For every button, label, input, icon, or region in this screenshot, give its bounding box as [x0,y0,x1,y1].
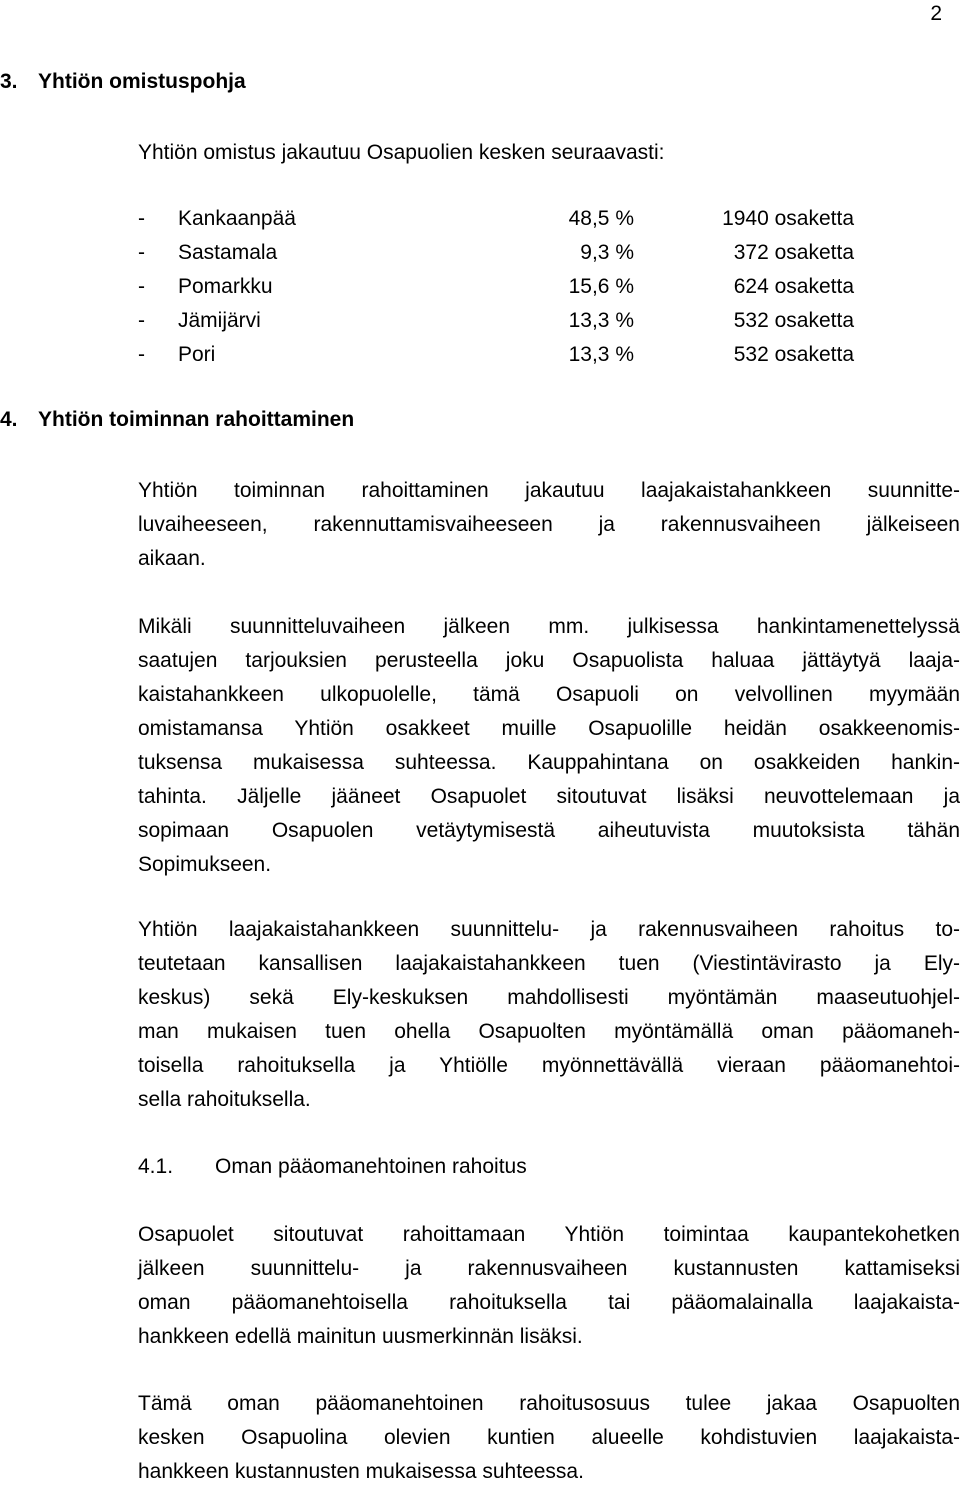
text-line: hankkeen edellä mainitun uusmerkinnän lisäksi. [138,1325,583,1348]
section-4-paragraph-3 [138,913,960,1117]
owner-name: Pomarkku [178,275,273,298]
owner-percent: 9,3 % [580,241,634,264]
owner-percent: 13,3 % [568,309,634,332]
section-4-paragraph-2 [138,610,960,882]
section-4-number: 4. [0,408,18,431]
text-line: Tämä oman pääomanehtoinen rahoitusosuus tulee jakaa Osapuolten [138,1392,960,1415]
ownership-intro: Yhtiön omistus jakautuu Osapuolien kesken seuraavasti: [138,141,665,164]
owner-name: Kankaanpää [178,207,296,230]
section-4-1-title: Oman pääomanehtoinen rahoitus [215,1155,527,1178]
text-line: kaistahankkeen ulkopuolelle, tämä Osapuoli on velvollinen myymään [138,683,960,706]
section-4-paragraph-1 [138,474,960,576]
owner-name: Jämijärvi [178,309,261,332]
owner-shares: 372 osaketta [733,241,854,264]
owner-name: Pori [178,343,216,366]
text-line: kesken Osapuolina olevien kuntien alueelle kohdistuvien laajakaista- [138,1426,960,1449]
page-number: 2 [930,2,942,25]
text-line: tuksensa mukaisessa suhteessa. Kauppahintana on osakkeiden hankin- [138,751,960,774]
owner-row-pomarkku [138,270,854,304]
text-line: saatujen tarjouksien perusteella joku Osapuolista haluaa jättäytyä laaja- [138,649,960,672]
text-line: sopimaan Osapuolen vetäytymisestä aiheutuvista muutoksista tähän [138,819,960,842]
section-3-title: Yhtiön omistuspohja [38,70,246,93]
list-dash: - [138,207,145,230]
text-line: toisella rahoituksella ja Yhtiölle myönnettävällä vieraan pääomanehtoi- [138,1054,960,1077]
owner-percent: 13,3 % [568,343,634,366]
section-4-heading [0,408,960,438]
owner-row-kankaanpaa [138,202,854,236]
text-line: Sopimukseen. [138,853,272,876]
text-line: tahinta. Jäljelle jääneet Osapuolet sitoutuvat lisäksi neuvottelemaan ja [138,785,960,808]
section-4-1-paragraph-1 [138,1218,960,1354]
list-dash: - [138,309,145,332]
owner-shares: 1940 osaketta [722,207,854,230]
section-4-title: Yhtiön toiminnan rahoittaminen [38,408,355,431]
text-line: aikaan. [138,547,206,570]
text-line: hankkeen kustannusten mukaisessa suhteessa. [138,1460,584,1483]
section-4-1-paragraph-2 [138,1387,960,1489]
list-dash: - [138,343,145,366]
owner-percent: 15,6 % [568,275,634,298]
owner-name: Sastamala [178,241,278,264]
text-line: teutetaan kansallisen laajakaistahankkeen tuen (Viestintävirasto ja Ely- [138,952,960,975]
owner-row-sastamala [138,236,854,270]
text-line: Yhtiön laajakaistahankkeen suunnittelu- ja rakennusvaiheen rahoitus to- [138,918,960,941]
text-line: Mikäli suunnitteluvaiheen jälkeen mm. julkisessa hankintamenettelyssä [138,615,960,638]
text-line: jälkeen suunnittelu- ja rakennusvaiheen kustannusten kattamiseksi [138,1257,960,1280]
text-line: Yhtiön toiminnan rahoittaminen jakautuu laajakaistahankkeen suunnitte- [138,479,960,502]
section-4-1-number: 4.1. [138,1155,174,1178]
section-3-number: 3. [0,70,18,93]
text-line: sella rahoituksella. [138,1088,311,1111]
text-line: oman pääomanehtoisella rahoituksella tai pääomalainalla laajakaista- [138,1291,960,1314]
owner-row-jamijarvi [138,304,854,338]
owner-row-pori [138,338,854,372]
owner-shares: 532 osaketta [733,343,854,366]
text-line: man mukaisen tuen ohella Osapuolten myöntämällä oman pääomaneh- [138,1020,960,1043]
owner-shares: 624 osaketta [733,275,854,298]
list-dash: - [138,241,145,264]
text-line: omistamansa Yhtiön osakkeet muille Osapuolille heidän osakkeenomis- [138,717,960,740]
list-dash: - [138,275,145,298]
owner-percent: 48,5 % [568,207,634,230]
text-line: luvaiheeseen, rakennuttamisvaiheeseen ja rakennusvaiheen jälkeiseen [138,513,960,536]
text-line: keskus) sekä Ely-keskuksen mahdollisesti myöntämän maaseutuohjel- [138,986,960,1009]
text-line: Osapuolet sitoutuvat rahoittamaan Yhtiön toimintaa kaupantekohetken [138,1223,960,1246]
owners-list [138,202,854,372]
owner-shares: 532 osaketta [733,309,854,332]
section-3-heading [0,70,960,100]
